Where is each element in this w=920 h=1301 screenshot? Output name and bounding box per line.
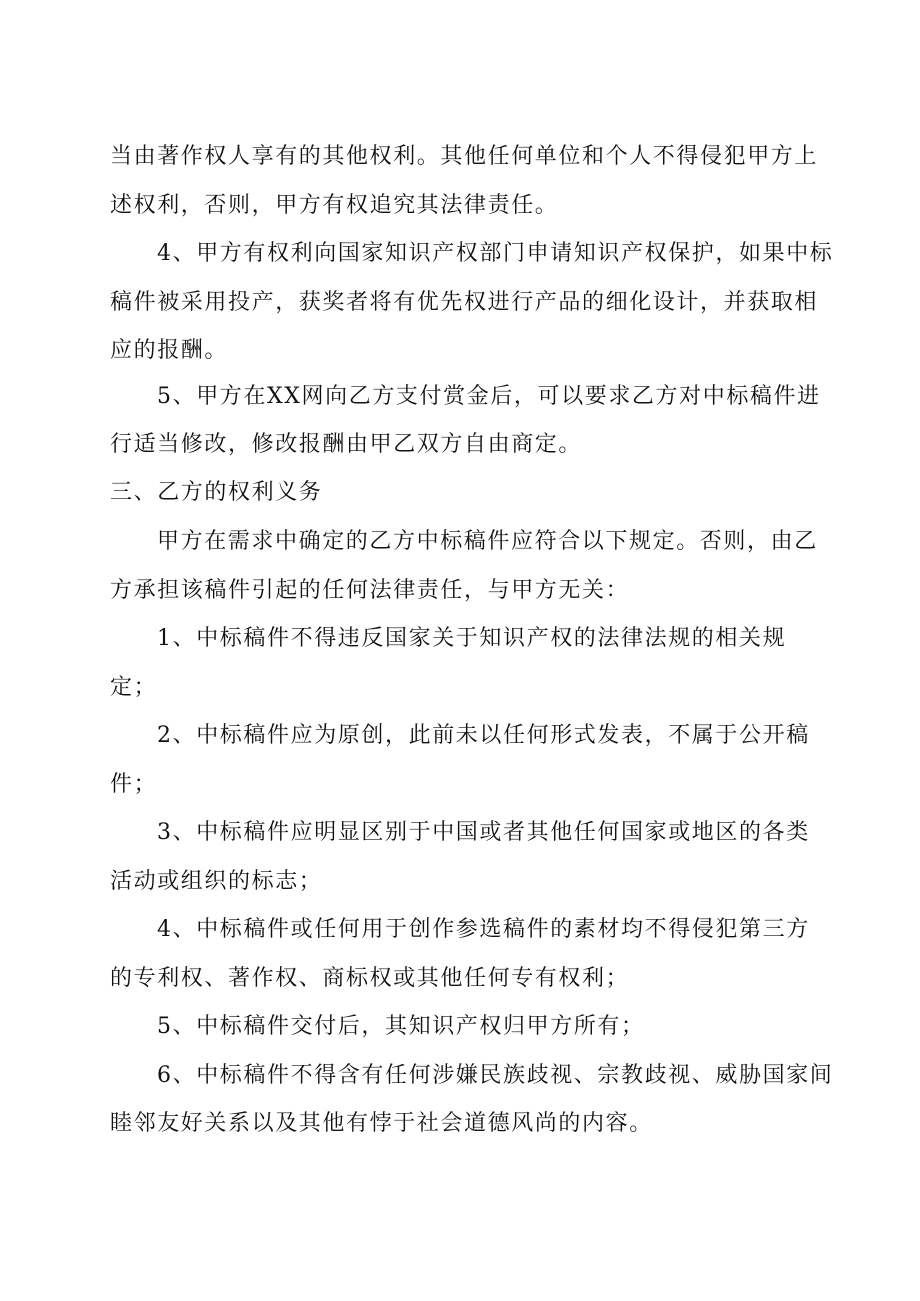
text-line: 睦邻友好关系以及其他有悖于社会道德风尚的内容。 (110, 1111, 653, 1136)
text-line: 活动或组织的标志； (110, 869, 323, 894)
text-line: 行适当修改，修改报酬由甲乙双方自由商定。 (110, 432, 583, 457)
text-line: 5、甲方在XX网向乙方支付赏金后，可以要求乙方对中标稿件进 (157, 384, 821, 409)
text-line: 4、中标稿件或任何用于创作参选稿件的素材均不得侵犯第三方 (157, 917, 810, 942)
text-line: 4、甲方有权利向国家知识产权部门申请知识产权保护，如果中标 (157, 241, 834, 266)
text-line: 定； (110, 675, 158, 700)
text-line: 当由著作权人享有的其他权利。其他任何单位和个人不得侵犯甲方上 (110, 144, 819, 169)
text-line: 3、中标稿件应明显区别于中国或者其他任何国家或地区的各类 (157, 820, 810, 845)
text-line: 的专利权、著作权、商标权或其他任何专有权利； (110, 966, 630, 991)
text-line: 2、中标稿件应为原创，此前未以任何形式发表，不属于公开稿 (157, 723, 810, 748)
text-line: 件； (110, 772, 158, 797)
text-line: 1、中标稿件不得违反国家关于知识产权的法律法规的相关规 (157, 626, 787, 651)
text-line: 6、中标稿件不得含有任何涉嫌民族歧视、宗教歧视、威胁国家间 (157, 1063, 834, 1088)
text-line: 5、中标稿件交付后，其知识产权归甲方所有； (157, 1014, 645, 1039)
section-heading: 三、乙方的权利义务 (110, 480, 323, 505)
text-line: 甲方在需求中确定的乙方中标稿件应符合以下规定。否则，由乙 (157, 529, 818, 554)
text-line: 述权利，否则，甲方有权追究其法律责任。 (110, 193, 559, 218)
text-line: 应的报酬。 (110, 338, 229, 363)
text-line: 稿件被采用投产，获奖者将有优先权进行产品的细化设计，并获取相 (110, 290, 819, 315)
text-line: 方承担该稿件引起的任何法律责任，与甲方无关： (110, 578, 630, 603)
